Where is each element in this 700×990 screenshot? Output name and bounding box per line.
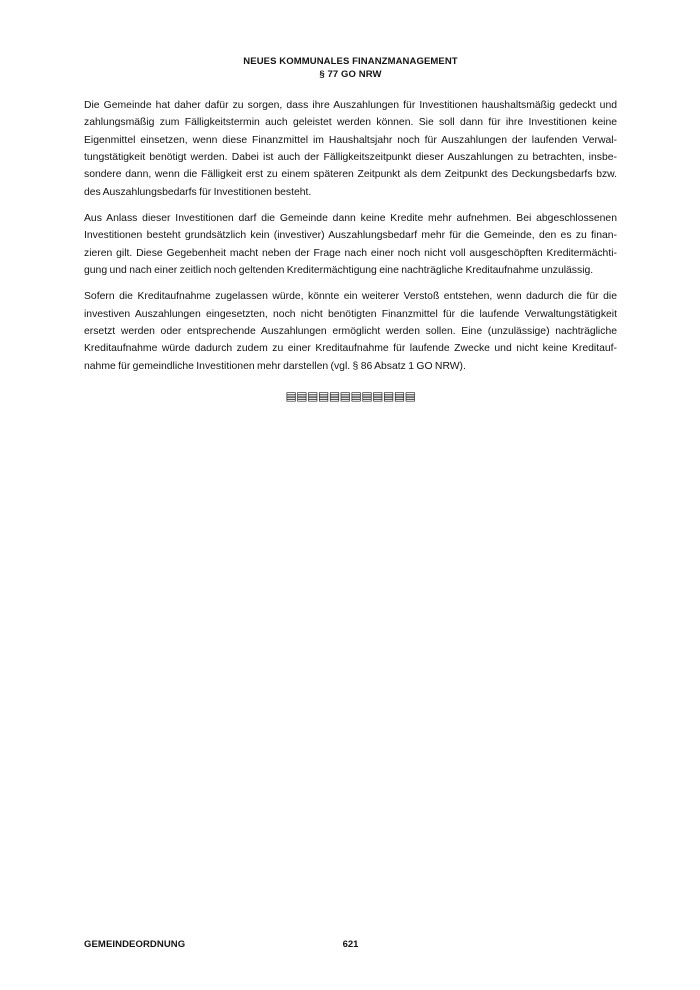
text-line: Sofern die Kreditaufnahme zugelassen würde, könnte ein weiterer Verstoß entstehen, wenn dadurch die für die <box>84 291 617 303</box>
paragraph-1 <box>84 97 617 201</box>
text-line: gung und nach einer zeitlich noch geltenden Kreditermächtigung eine nachträgliche Kreditaufnahme unzulässig. <box>84 264 594 276</box>
text-line: Eigenmittel einsetzen, wenn diese Finanzmittel im Haushaltsjahr noch für Auszahlungen der laufenden Verwal- <box>84 134 617 146</box>
text-line: zieren gilt. Diese Gegebenheit macht neben der Frage nach einer noch nicht voll ausgeschöpften Kreditermächti- <box>84 247 617 259</box>
paragraph-3 <box>84 288 617 375</box>
text-line: nahme für gemeindliche Investitionen mehr darstellen (vgl. § 86 Absatz 1 GO NRW). <box>84 360 466 372</box>
header-subtitle: § 77 GO NRW <box>319 69 382 80</box>
text-line: Die Gemeinde hat daher dafür zu sorgen, dass ihre Auszahlungen für Investitionen haushaltsmäßig gedeckt und <box>84 100 617 111</box>
header-title: NEUES KOMMUNALES FINANZMANAGEMENT <box>243 56 458 67</box>
paragraph-2 <box>84 210 617 279</box>
footer-section-label: GEMEINDEORDNUNG <box>84 939 186 950</box>
text-line: ersetzt werden oder entsprechende Auszahlungen ermöglicht werden sollen. Eine (unzulässige) nachträgliche <box>84 325 617 337</box>
text-line: tungstätigkeit benötigt werden. Dabei ist auch der Fälligkeitszeitpunkt dieser Auszahlungen zu betrachten, insbe- <box>84 151 617 163</box>
text-line: zahlungsmäßig zum Fälligkeitstermin auch geleistet werden können. Sie soll dann für ihre Investitionen keine <box>84 117 617 129</box>
text-line: investiven Auszahlungen eingesetzten, noch nicht benötigten Finanzmittel für die laufende Verwaltungstätigkeit <box>84 308 617 320</box>
text-line: Aus Anlass dieser Investitionen darf die Gemeinde dann keine Kredite mehr aufnehmen. Bei abgeschlossenen <box>84 212 617 224</box>
text-line: Investitionen besteht grundsätzlich kein (investiver) Auszahlungsbedarf mehr für die Gemeinde, den es zu finan- <box>84 230 617 242</box>
text-line: des Auszahlungsbedarfs für Investitionen besteht. <box>84 186 312 198</box>
section-divider-ornament: ▤▤▤▤▤▤▤▤▤▤▤▤ <box>285 389 416 403</box>
document-header <box>84 55 617 81</box>
footer-page-number: 621 <box>342 939 359 950</box>
document-body <box>84 97 617 384</box>
text-line: Kreditaufnahme würde dadurch zudem zu einer Kreditaufnahme für laufende Zwecke und nicht keine Kreditauf- <box>84 343 617 355</box>
text-line: sondere dann, wenn die Fälligkeit erst zu einem späteren Zeitpunkt als dem Zeitpunkt des Deckungsbedarfs bzw. <box>84 169 617 181</box>
